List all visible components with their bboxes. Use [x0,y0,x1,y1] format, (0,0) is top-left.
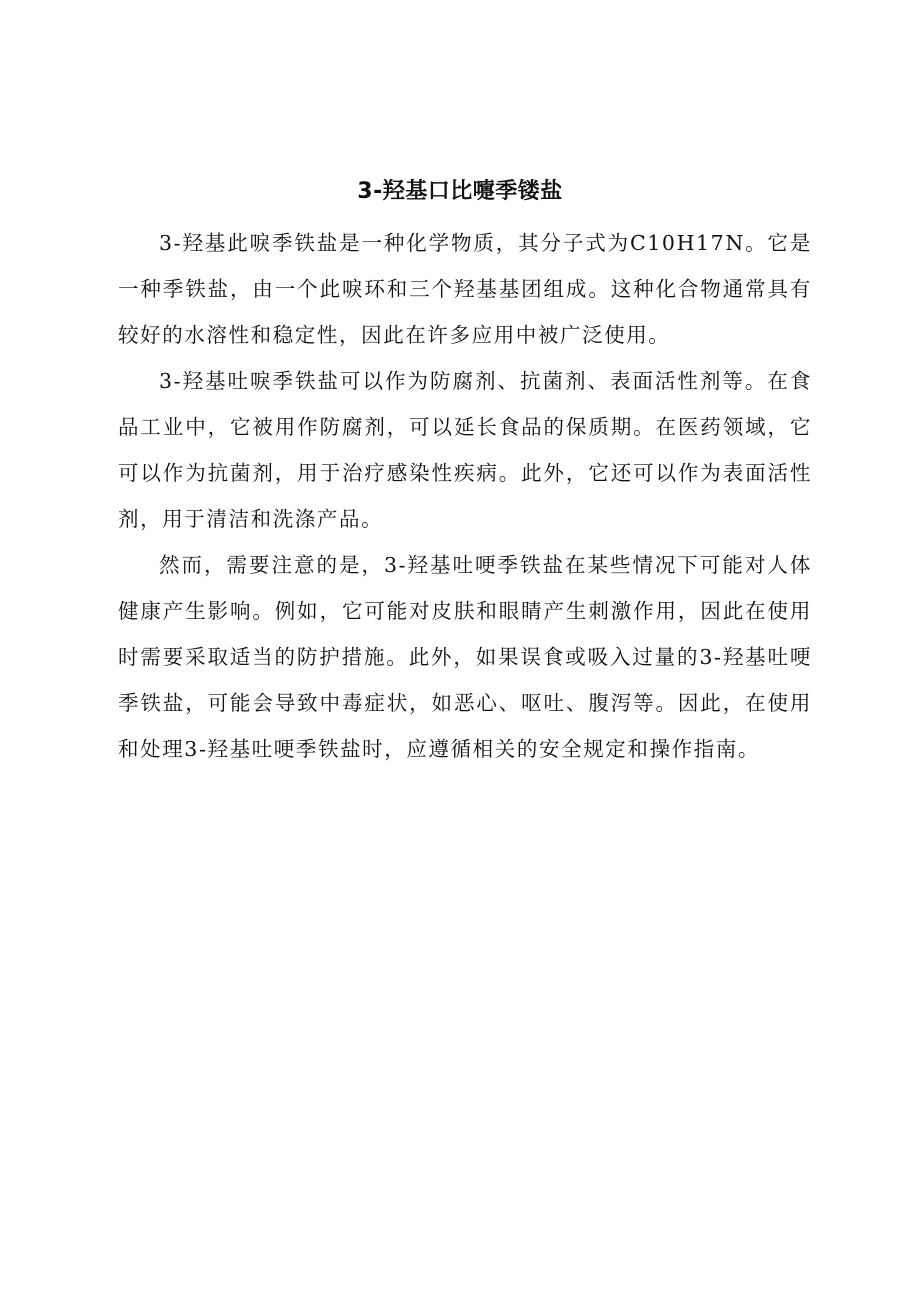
paragraph-3: 然而，需要注意的是，3-羟基吐哽季铁盐在某些情况下可能对人体健康产生影响。例如，它可能对皮肤和眼睛产生刺激作用，因此在使用时需要采取适当的防护措施。此外，如果误食或吸入过量的3-羟基吐哽季铁盐，可能会导致中毒症状，如恶心、呕吐、腹泻等。因此，在使用和处理3-羟基吐哽季铁盐时，应遵循相关的安全规定和操作指南。 [118,553,812,761]
document-title: 3-羟基口比嚏季镂盐 [357,179,563,204]
paragraph-2: 3-羟基吐唳季铁盐可以作为防腐剂、抗菌剂、表面活性剂等。在食品工业中，它被用作防腐剂，可以延长食品的保质期。在医药领域，它可以作为抗菌剂，用于治疗感染性疾病。此外，它还可以作为表面活性剂，用于清洁和洗涤产品。 [118,369,812,531]
paragraph-1: 3-羟基此唳季铁盐是一种化学物质，其分子式为C10H17N。它是一种季铁盐，由一个此唳环和三个羟基基团组成。这种化合物通常具有较好的水溶性和稳定性，因此在许多应用中被广泛使用。 [118,231,812,347]
document-body [118,220,812,772]
